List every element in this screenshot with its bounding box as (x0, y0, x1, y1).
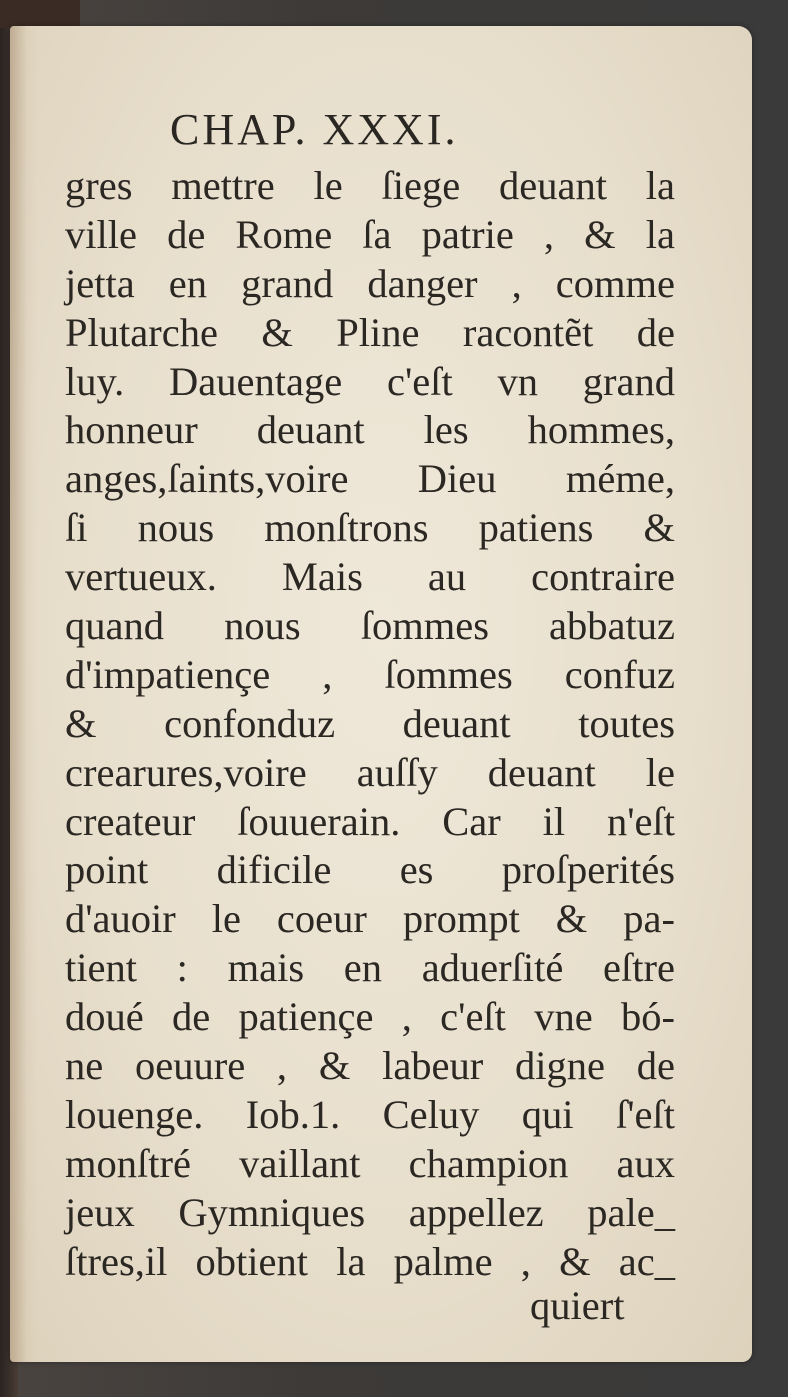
book-page (10, 26, 752, 1362)
text-line: monſtré vaillant champion aux (65, 1140, 675, 1186)
body-text (65, 162, 675, 1286)
text-line: louenge. Iob.1. Celuy qui ſ'eſt (65, 1091, 675, 1137)
text-line: gres mettre le ſiege deuant la (65, 163, 675, 208)
page-gutter-shadow (10, 26, 38, 1362)
text-line: tient : mais en aduerſité eſtre (65, 945, 675, 991)
text-line: d'impatiençe , ſommes confuz (65, 651, 675, 697)
text-line: d'auoir le coeur prompt & pa- (65, 896, 675, 942)
text-line: & confonduz deuant toutes (65, 700, 675, 746)
text-line: Plutarche & Pline racontẽt de (65, 309, 675, 355)
text-line: honneur deuant les hommes, (65, 407, 675, 453)
text-line: jeux Gymniques appellez pale_ (65, 1189, 675, 1235)
text-line: jetta en grand danger , comme (65, 260, 675, 306)
text-line: ſi nous monſtrons patiens & (65, 505, 675, 551)
text-line: createur ſouuerain. Car il n'eſt (65, 798, 675, 844)
catchword: quiert (530, 1283, 625, 1328)
text-line: anges,ſaints,voire Dieu méme, (65, 456, 675, 502)
text-line: quand nous ſommes abbatuz (65, 603, 675, 649)
text-line: point dificile es proſperités (65, 847, 675, 893)
text-line: luy. Dauentage c'eſt vn grand (65, 358, 675, 404)
text-line: ville de Rome ſa patrie , & la (65, 211, 675, 257)
text-line: ne oeuure , & labeur digne de (65, 1043, 675, 1089)
text-line: vertueux. Mais au contraire (65, 554, 675, 600)
running-head: CHAP. XXXI. (170, 105, 459, 154)
binding-corner (0, 0, 80, 28)
text-line: crearures,voire auſſy deuant le (65, 749, 675, 795)
text-line: ſtres,il obtient la palme , & ac_ (65, 1238, 675, 1284)
text-line: doué de patiençe , c'eſt vne bó- (65, 994, 675, 1040)
